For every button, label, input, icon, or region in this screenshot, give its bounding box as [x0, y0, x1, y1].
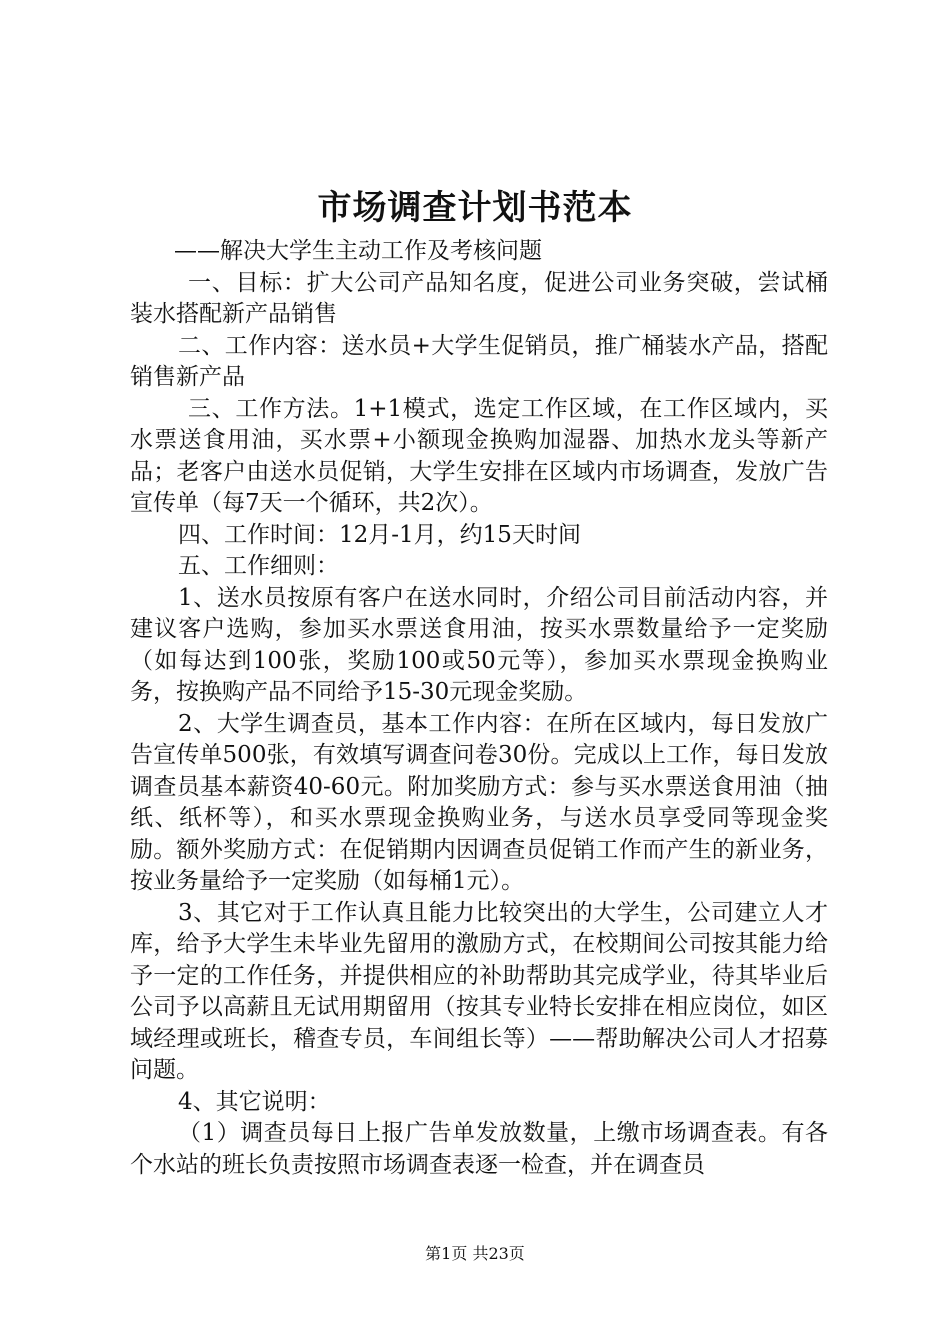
work-time-paragraph: 四、工作时间：12月-1月，约15天时间 [178, 521, 581, 548]
document-title: 市场调查计划书范本 [317, 188, 633, 228]
goal-paragraph: 一、目标：扩大公司产品知名度，促进公司业务突破，尝试桶装水搭配新产品销售 [130, 269, 828, 327]
note-1-paragraph: （1）调查员每日上报广告单发放数量，上缴市场调查表。有各个水站的班长负责按照市场调查表逐一检查，并在调查员 [130, 1120, 828, 1178]
work-method-paragraph: 三、工作方法。1+1模式，选定工作区域，在工作区域内，买水票送食用油，买水票+小额现金换购加湿器、加热水龙头等新产品；老客户由送水员促销，大学生安排在区域内市场调查，发放广告宣传单（每7天一个循环，共2次）。 [130, 395, 828, 516]
subtitle-paragraph: ——解决大学生主动工作及考核问题 [174, 238, 542, 264]
page-footer: 第1页 共23页 [425, 1244, 525, 1263]
rule-2-paragraph: 2、大学生调查员，基本工作内容：在所在区域内，每日发放广告宣传单500张，有效填写调查问卷30份。完成以上工作，每日发放调查员基本薪资40-60元。附加奖励方式：参与买水票送食用油（抽纸、纸杯等），和买水票现金换购业务，与送水员享受同等现金奖励。额外奖励方式：在促销期内因调查员促销工作而产生的新业务，按业务量给予一定奖励（如每桶1元）。 [130, 710, 828, 894]
work-content-paragraph: 二、工作内容：送水员+大学生促销员，推广桶装水产品，搭配销售新产品 [130, 332, 828, 390]
work-rules-heading: 五、工作细则： [178, 553, 339, 579]
document-body [130, 236, 828, 1181]
rule-1-paragraph: 1、送水员按原有客户在送水同时，介绍公司目前活动内容，并建议客户选购，参加买水票送食用油，按买水票数量给予一定奖励（如每达到100张，奖励100或50元等），参加买水票现金换购业务，按换购产品不同给予15-30元现金奖励。 [130, 584, 828, 705]
rule-4-heading: 4、其它说明： [178, 1088, 331, 1115]
rule-3-paragraph: 3、其它对于工作认真且能力比较突出的大学生，公司建立人才库，给予大学生未毕业先留用的激励方式，在校期间公司按其能力给予一定的工作任务，并提供相应的补助帮助其完成学业，待其毕业后公司予以高薪且无试用期留用（按其专业特长安排在相应岗位，如区域经理或班长，稽查专员，车间组长等）——帮助解决公司人才招募问题。 [130, 899, 828, 1083]
